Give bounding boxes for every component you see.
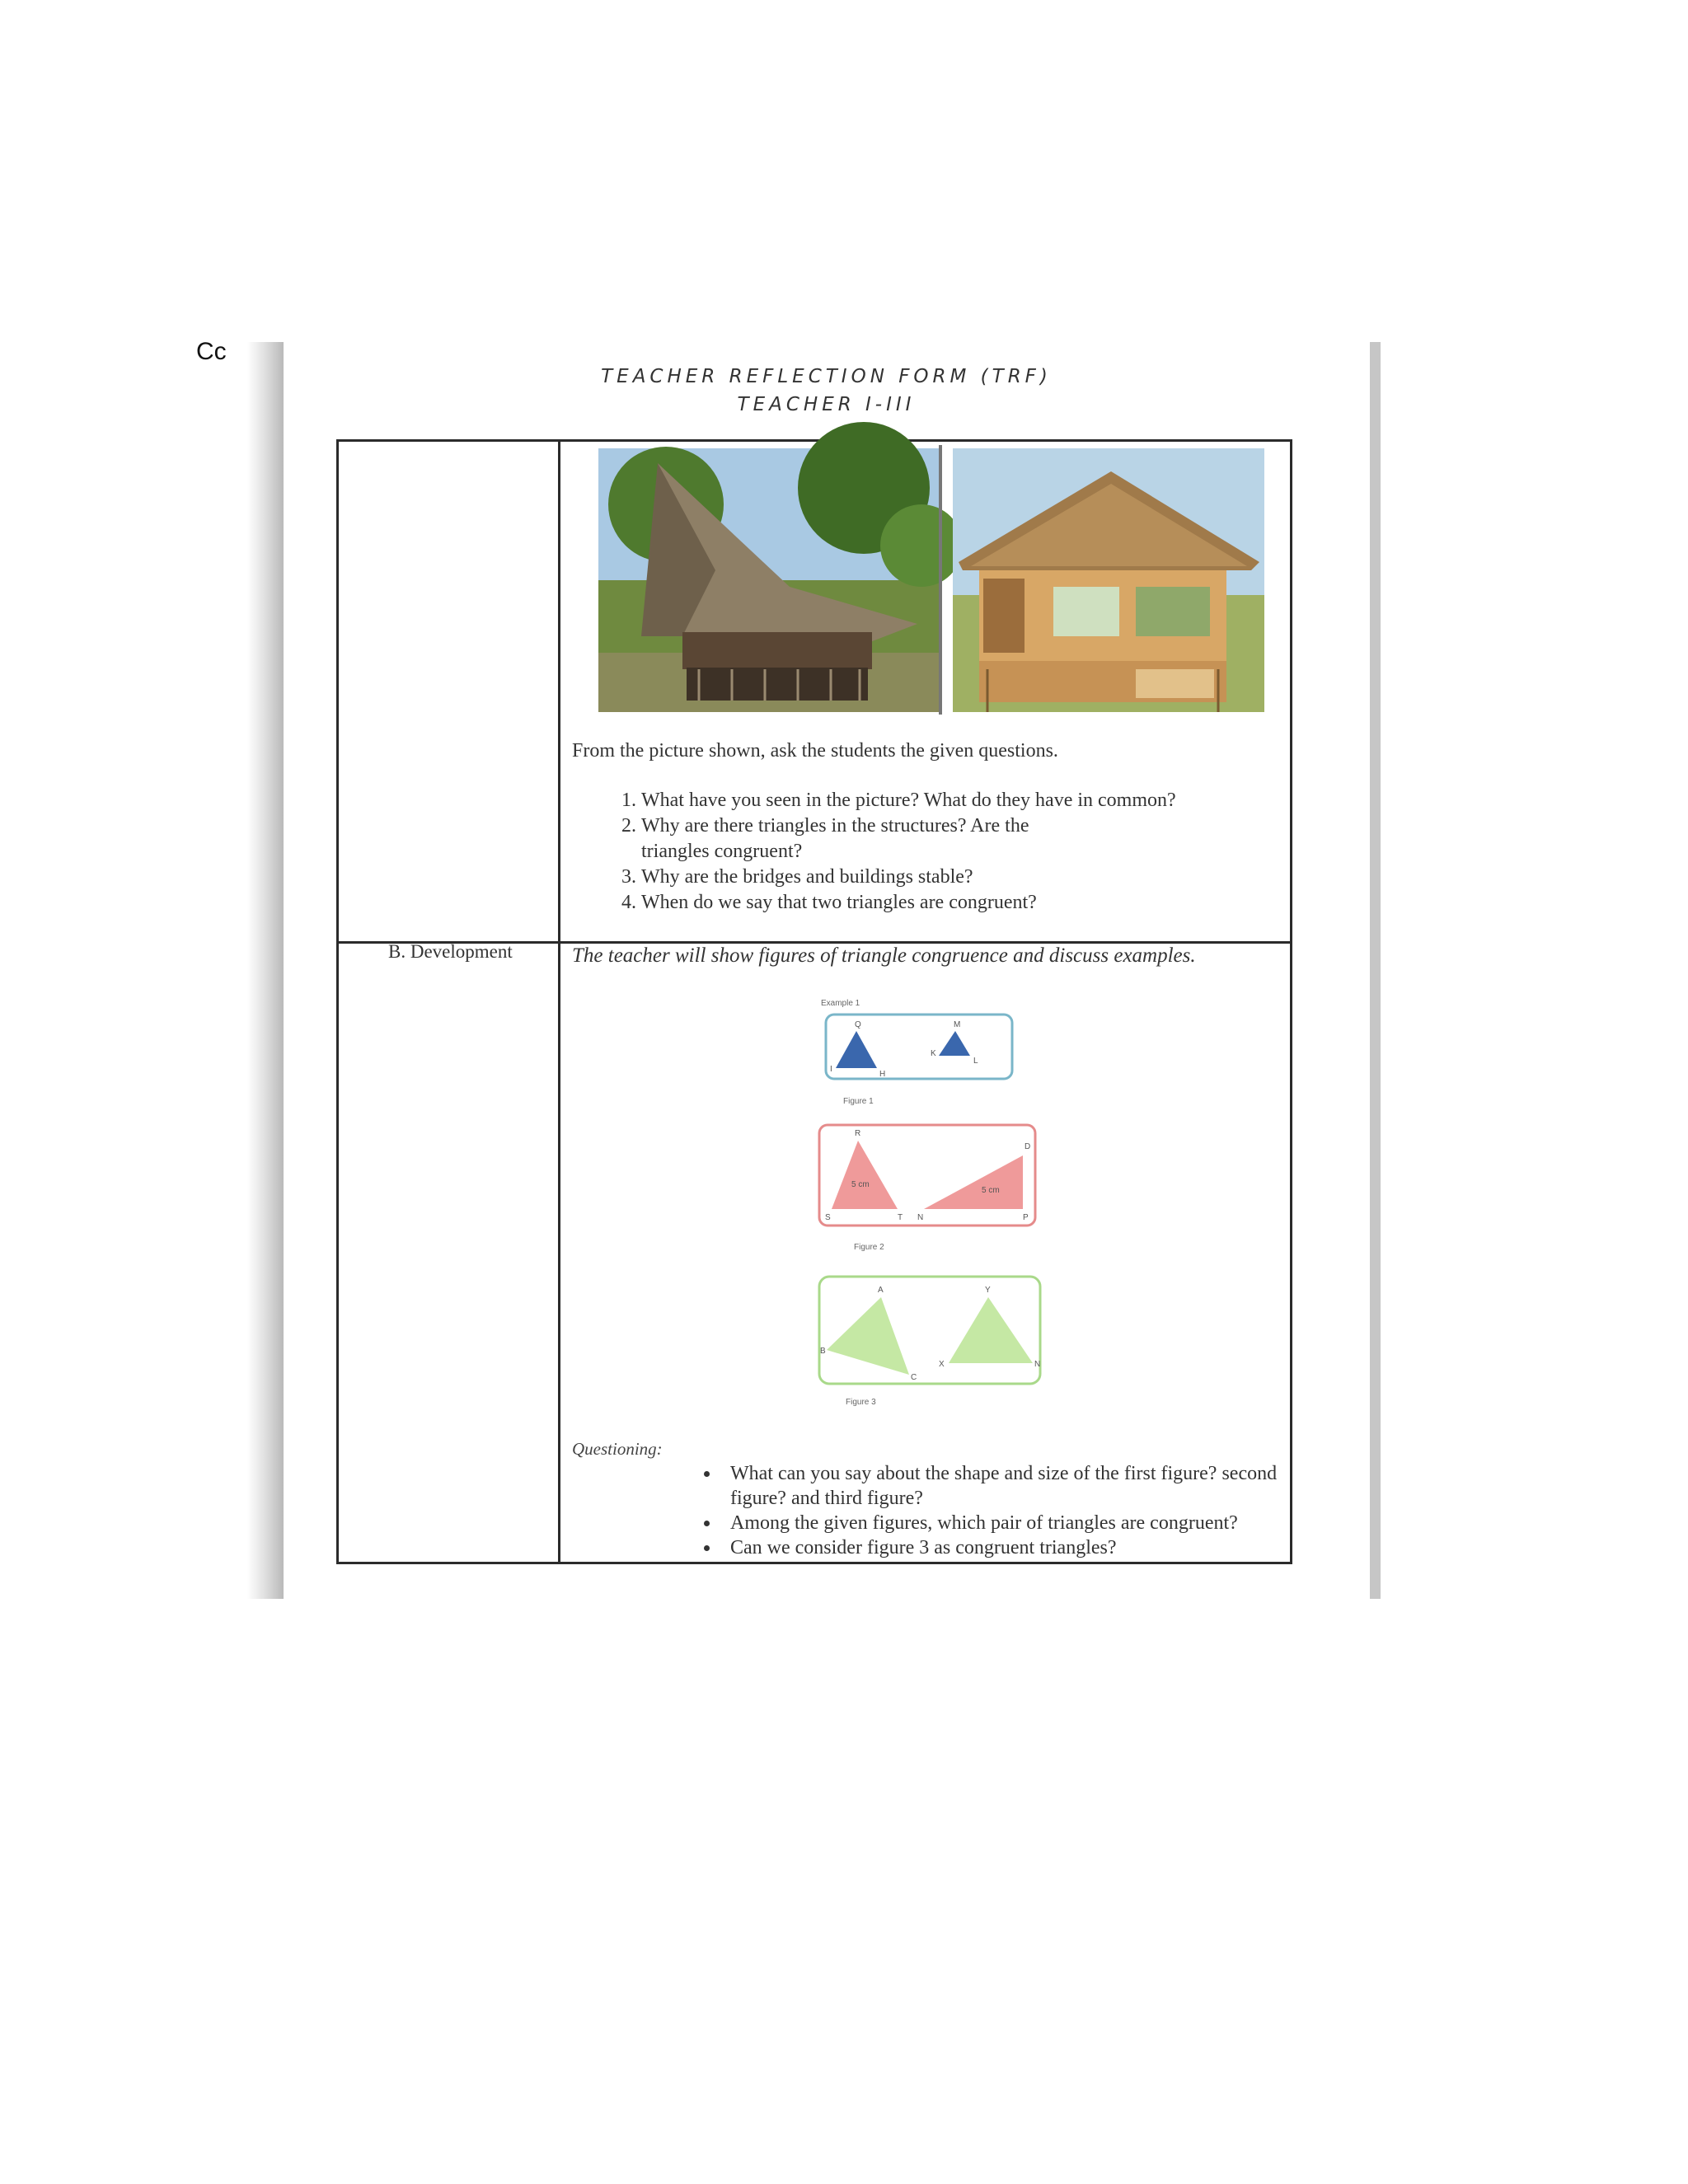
vertex-label: K [931, 1049, 936, 1058]
questioning-item: • What can you say about the shape and size of the first figure? second figure? and third figure? [720, 1461, 1314, 1511]
question-item: 4. When do we say that two triangles are congruent? [641, 890, 1284, 916]
photo-nipa-hut [953, 448, 1264, 712]
triangle-dnp [924, 1155, 1023, 1209]
photo-traditional-house [598, 422, 963, 712]
questioning-item: • Can we consider figure 3 as congruent triangles? [720, 1535, 1314, 1560]
vertex-label: T [898, 1213, 903, 1222]
vertex-label: P [1023, 1213, 1029, 1222]
vertex-label: L [973, 1057, 978, 1066]
scan-edge-right [1370, 342, 1381, 1599]
vertex-label: R [855, 1129, 861, 1138]
vertex-label: I [830, 1065, 832, 1074]
questioning-label: Questioning: [572, 1439, 663, 1459]
form-subtitle: TEACHER I-III [737, 394, 916, 415]
development-intro: The teacher will show figures of triangle congruence and discuss examples. [572, 944, 1196, 967]
vertex-label: H [879, 1070, 886, 1079]
vertex-label: B [820, 1347, 826, 1356]
vertex-label: S [825, 1213, 831, 1222]
vertex-label: X [939, 1360, 945, 1369]
vertex-label: M [954, 1020, 961, 1029]
vertex-label: A [878, 1286, 884, 1295]
example-label: Example 1 [821, 999, 860, 1008]
triangle-qih [836, 1031, 877, 1068]
triangle-mkl [939, 1031, 970, 1056]
vertex-label: N [1034, 1360, 1041, 1369]
scan-edge-left [247, 342, 284, 1599]
triangle-yxn [949, 1297, 1033, 1363]
figure-1-diagram [823, 1010, 1017, 1085]
triangle-abc [827, 1297, 909, 1375]
form-header [284, 363, 1368, 419]
question-item: 2. Why are there triangles in the structures? Are the triangles congruent? [641, 813, 1284, 865]
vertex-label: N [917, 1213, 924, 1222]
side-label: 5 cm [982, 1186, 1000, 1195]
photo-divider [939, 445, 942, 715]
house-photos [592, 447, 1268, 719]
questioning-item: • Among the given figures, which pair of triangles are congruent? [720, 1511, 1314, 1535]
vertex-label: C [911, 1373, 917, 1382]
figure-caption: Figure 2 [854, 1243, 884, 1252]
motivation-questions [617, 788, 1284, 916]
figure-2-diagram [817, 1122, 1039, 1230]
figure-caption: Figure 3 [846, 1398, 876, 1407]
vertex-label: Q [855, 1020, 861, 1029]
vertex-label: D [1025, 1142, 1031, 1151]
questioning-list [704, 1461, 1314, 1560]
development-label: B. Development [388, 941, 513, 962]
side-label: 5 cm [851, 1180, 870, 1189]
figure-caption: Figure 1 [843, 1097, 874, 1106]
question-item: 3. Why are the bridges and buildings stable? [641, 865, 1284, 890]
triangle-rst [832, 1141, 898, 1209]
motivation-prompt: From the picture shown, ask the students the given questions. [572, 740, 1058, 762]
column-divider [558, 442, 560, 1562]
lesson-table [336, 439, 1292, 1564]
figure-3-diagram [817, 1274, 1043, 1390]
corner-text: Cc [196, 338, 227, 365]
vertex-label: Y [985, 1286, 991, 1295]
question-item: 1. What have you seen in the picture? What do they have in common? [641, 788, 1284, 813]
form-title: TEACHER REFLECTION FORM (TRF) [601, 366, 1052, 387]
